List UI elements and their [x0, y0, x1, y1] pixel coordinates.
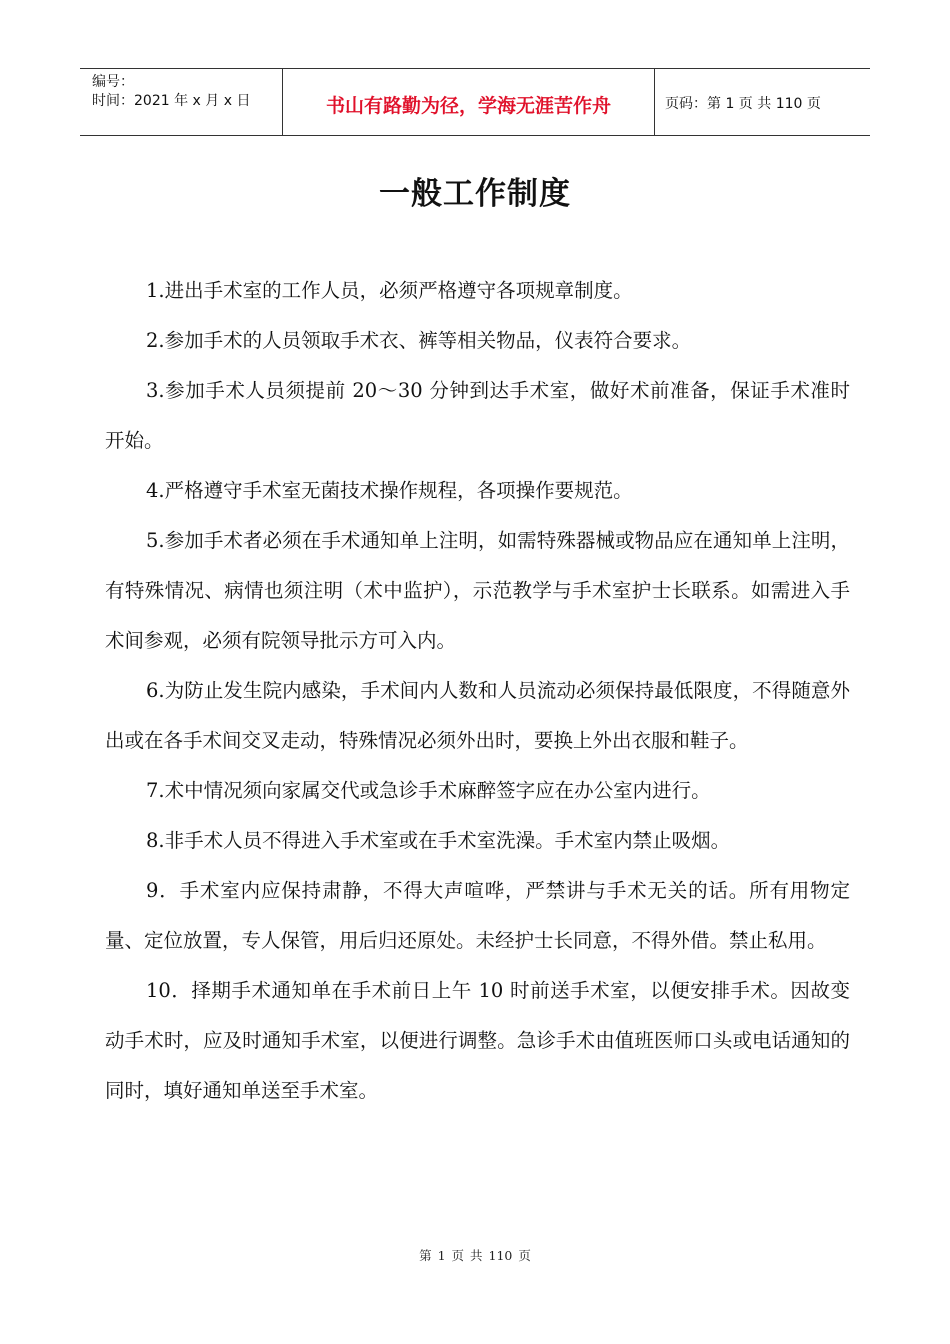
paragraph: 3.参加手术人员须提前 20～30 分钟到达手术室，做好术前准备，保证手术准时开始。	[105, 379, 850, 452]
paragraph: 5.参加手术者必须在手术通知单上注明，如需特殊器械或物品应在通知单上注明，有特殊情况、病情也须注明（术中监护），示范教学与手术室护士长联系。如需进入手术间参观，必须有院领导批示方可入内。	[105, 529, 850, 652]
document-time-label: 时间：2021 年 x 月 x 日	[92, 93, 251, 109]
header-motto: 书山有路勤为径，学海无涯苦作舟	[282, 69, 655, 135]
page-footer: 第 1 页 共 110 页	[419, 1248, 531, 1263]
paragraph: 1.进出手术室的工作人员，必须严格遵守各项规章制度。	[146, 279, 633, 302]
header-page-code: 页码：第 1 页 共 110 页	[665, 96, 821, 112]
document-title: 一般工作制度	[379, 176, 571, 212]
paragraph: 10．择期手术通知单在手术前日上午 10 时前送手术室，以便安排手术。因故变动手术时，应及时通知手术室，以便进行调整。急诊手术由值班医师口头或电话通知的同时，填好通知单送至手术室。	[105, 979, 850, 1102]
document-body	[105, 266, 850, 1116]
paragraph: 9．手术室内应保持肃静，不得大声喧哗，严禁讲与手术无关的话。所有用物定量、定位放置，专人保管，用后归还原处。未经护士长同意，不得外借。禁止私用。	[105, 879, 850, 952]
header-meta	[80, 69, 282, 135]
paragraph: 6.为防止发生院内感染，手术间内人数和人员流动必须保持最低限度，不得随意外出或在各手术间交叉走动，特殊情况必须外出时，要换上外出衣服和鞋子。	[105, 679, 850, 752]
paragraph: 4.严格遵守手术室无菌技术操作规程，各项操作要规范。	[146, 479, 633, 502]
paragraph: 8.非手术人员不得进入手术室或在手术室洗澡。手术室内禁止吸烟。	[146, 829, 731, 852]
paragraph: 7.术中情况须向家属交代或急诊手术麻醉签字应在办公室内进行。	[146, 779, 711, 802]
document-number-label: 编号：	[92, 74, 134, 90]
page-header	[80, 68, 870, 136]
paragraph: 2.参加手术的人员领取手术衣、裤等相关物品，仪表符合要求。	[146, 329, 692, 352]
